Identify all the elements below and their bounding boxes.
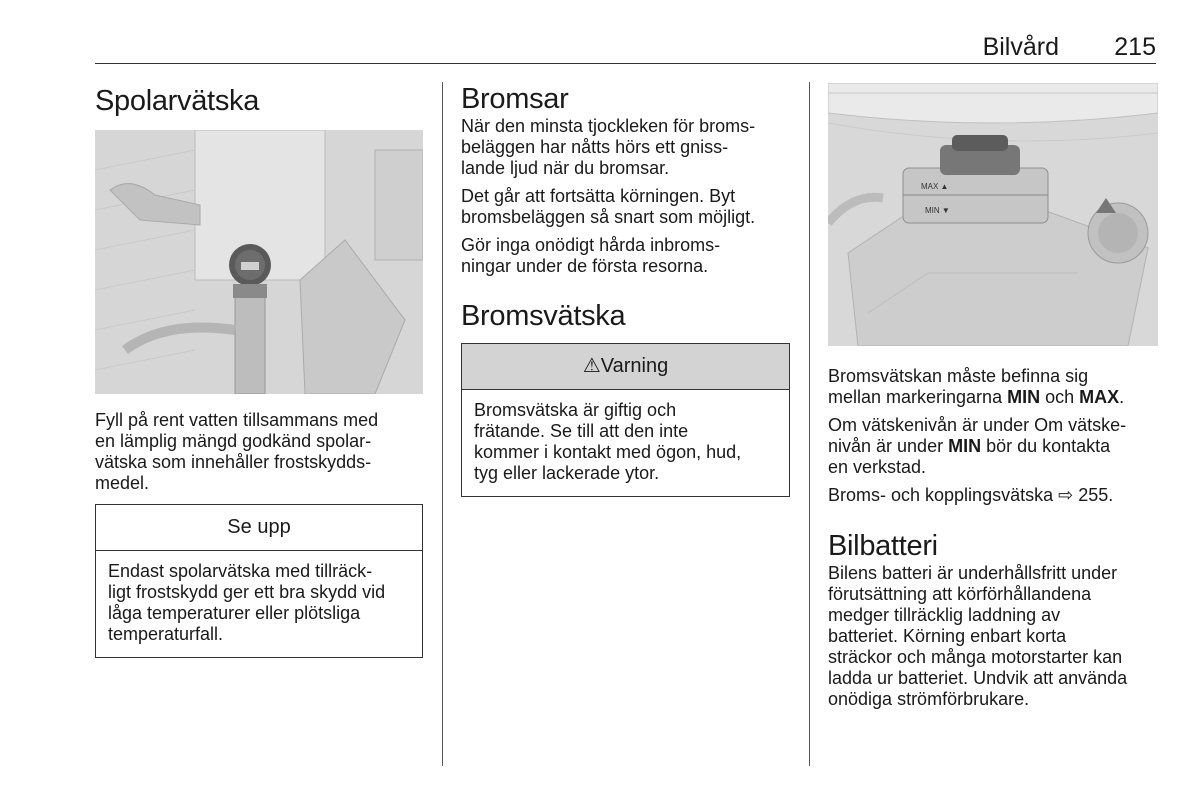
header-rule <box>95 63 1156 64</box>
brake-fluid-paragraph-2: Om vätskenivån är under Om vätske- nivån är under MIN bör du kontakta en verkstad. <box>828 415 1127 477</box>
min-marking-label: MIN ▼ <box>925 206 950 215</box>
washer-paragraph: Fyll på rent vatten tillsammans med en lämplig mängd godkänd spolar- vätska som innehåller frostskydds- medel. <box>95 410 379 493</box>
brake-reservoir-illustration <box>828 83 1158 346</box>
cross-reference[interactable]: Broms- och kopplingsvätska ⇨ 255. <box>828 485 1114 505</box>
heading-bromsar: Bromsar <box>461 83 569 115</box>
brake-fluid-reservoir-photo <box>828 83 1158 346</box>
heading-bromsvatska: Bromsvätska <box>461 300 626 332</box>
max-marking-label: MAX ▲ <box>921 182 949 191</box>
warning-body: Bromsvätska är giftig och frätande. Se till att den inte kommer i kontakt med ögon, hud, tyg eller lackerade ytor. <box>474 400 742 483</box>
notice-box <box>95 504 423 658</box>
column-1 <box>95 78 423 658</box>
warning-triangle-icon: ⚠ <box>582 355 601 377</box>
warning-header <box>462 344 789 390</box>
column-divider-2 <box>809 82 810 766</box>
page-number: 215 <box>1114 33 1156 61</box>
max-marking: MAX <box>1079 387 1120 407</box>
brakes-paragraph-1: När den minsta tjockleken för broms- beläggen har nåtts hörs ett gniss- lande ljud när du bromsar. <box>461 116 756 178</box>
brake-fluid-paragraph-1: Bromsvätskan måste befinna sig mellan markeringarna MIN och MAX. <box>828 366 1125 407</box>
column-2 <box>461 78 790 497</box>
heading-spolarvatska: Spolarvätska <box>95 85 260 117</box>
brakes-paragraph-2: Det går att fortsätta körningen. Byt bromsbeläggen så snart som möjligt. <box>461 186 756 227</box>
washer-fluid-illustration <box>95 130 423 394</box>
brakes-paragraph-3: Gör inga onödigt hårda inbroms- ningar under de första resorna. <box>461 235 721 276</box>
column-divider-1 <box>442 82 443 766</box>
page-reference-icon: ⇨ <box>1058 485 1074 505</box>
warning-title: Varning <box>600 355 669 377</box>
warning-box <box>461 343 790 497</box>
battery-paragraph: Bilens batteri är underhållsfritt under förutsättning att körförhållandena medger tillräcklig laddning av batteriet. Körning enbart korta sträckor och många motorstarter kan ladda ur batteriet. Undvik att använda onödiga strömförbrukare. <box>828 563 1128 709</box>
column-3 <box>828 78 1158 710</box>
washer-fluid-photo <box>95 130 423 394</box>
min-marking: MIN <box>1007 387 1041 407</box>
notice-title: Se upp <box>96 505 422 551</box>
notice-body: Endast spolarvätska med tillräck- ligt frostskydd ger ett bra skydd vid låga temperaturer eller plötsliga temperaturfall. <box>108 561 386 644</box>
section-title: Bilvård <box>982 33 1059 61</box>
heading-bilbatteri: Bilbatteri <box>828 530 938 562</box>
page-reference[interactable]: 255. <box>1078 485 1114 505</box>
